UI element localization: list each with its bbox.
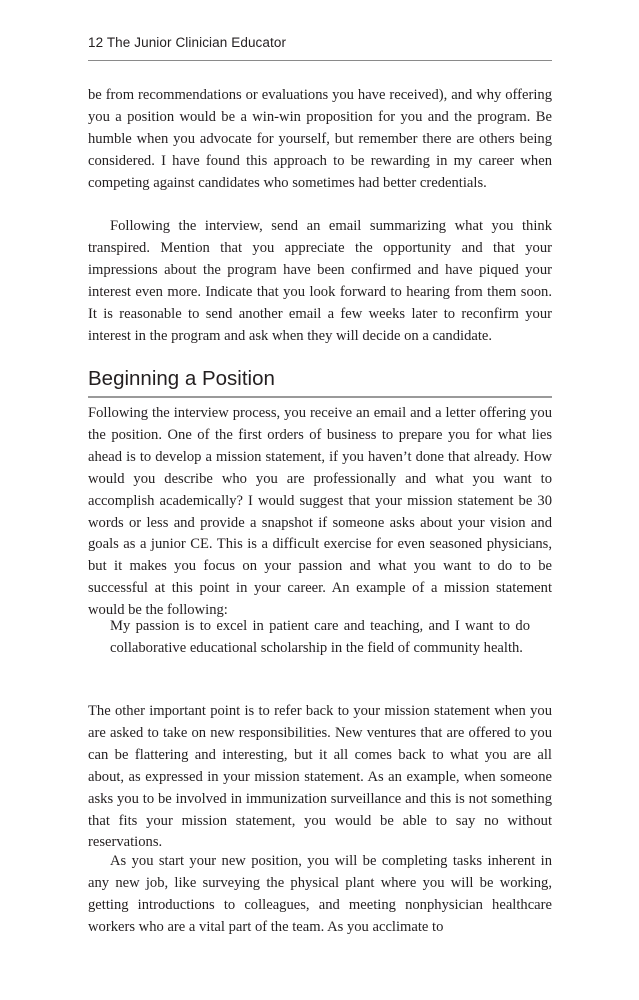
running-head: 12 The Junior Clinician Educator xyxy=(88,35,287,50)
section-rule xyxy=(88,396,552,398)
block-quote: My passion is to excel in patient care and teaching, and I want to do collaborative educational scholarship in the field of community health. xyxy=(110,618,530,656)
section-heading: Beginning a Position xyxy=(88,367,275,390)
paragraph-3: Following the interview process, you receive an email and a letter offering you the position. One of the first orders of business to prepare you for what lies ahead is to develop a mission statement, if you haven’t done that already. How would you describe who you are professionally and what you want to accomplish academically? I would suggest that your mission statement be 30 words or less and provide a snapshot if someone asks about your vision and goals as a junior CE. This is a difficult exercise for even seasoned physicians, but it makes you focus on your passion and what you want to do to be successful at this point in your career. An example of a mission statement would be the following: xyxy=(88,405,552,619)
paragraph-5: As you start your new position, you will be completing tasks inherent in any new job, like surveying the physical plant where you will be working, getting introductions to colleagues, and meeting nonphysician healthcare workers who are a vital part of the team. As you acclimate to xyxy=(88,853,552,935)
paragraph-1: be from recommendations or evaluations you have received), and why offering you a position would be a win-win proposition for you and the program. Be humble when you advocate for yourself, but remember there are others being considered. I have found this approach to be rewarding in my career when competing against candidates who sometimes had better credentials. xyxy=(88,87,552,191)
paragraph-2: Following the interview, send an email summarizing what you think transpired. Mention that you appreciate the opportunity and that your impressions about the program have been confirmed and have piqued your interest even more. Indicate that you look forward to hearing from them soon. It is reasonable to send another email a few weeks later to reconfirm your interest in the program and ask when they will decide on a candidate. xyxy=(88,218,552,344)
header-rule xyxy=(88,60,552,61)
paragraph-4: The other important point is to refer back to your mission statement when you are asked to take on new responsibilities. New ventures that are offered to you can be flattering and interesting, but it all comes back to what you are all about, as expressed in your mission statement. As an example, when someone asks you to be involved in immunization surveillance and this is not something that fits your mission statement, you would be able to say no without reservations. xyxy=(88,703,552,851)
